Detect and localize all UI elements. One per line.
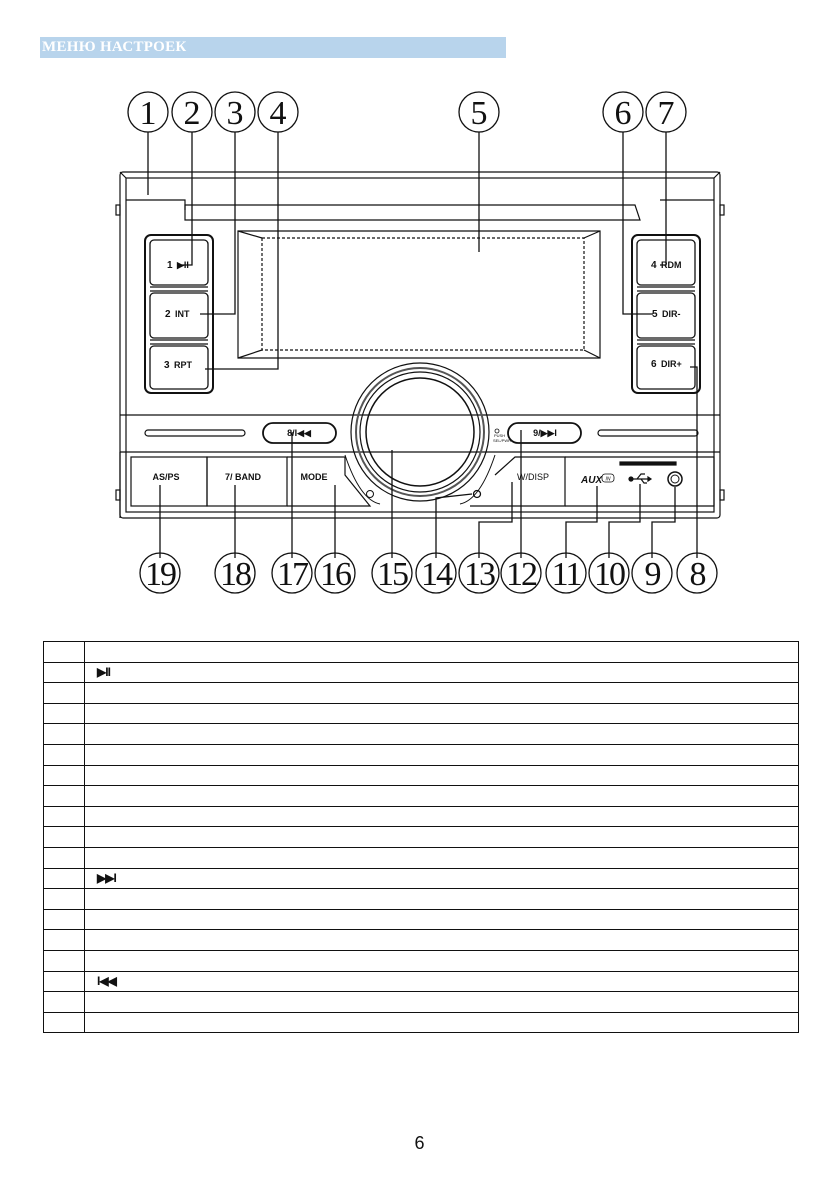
preset-2-num: 2 bbox=[165, 309, 171, 320]
callout-16: 16 bbox=[320, 556, 350, 593]
microphone-hole-icon bbox=[367, 491, 374, 498]
callout-15: 15 bbox=[377, 556, 407, 593]
table-row bbox=[44, 930, 799, 951]
prev-track-label: 8/I◀◀ bbox=[287, 428, 311, 438]
preset-6-num: 6 bbox=[651, 359, 657, 370]
table-row bbox=[44, 971, 799, 992]
callout-3: 3 bbox=[226, 95, 244, 132]
table-row bbox=[44, 909, 799, 930]
table-row bbox=[44, 950, 799, 971]
prev-track-icon: I◀◀ bbox=[97, 974, 116, 989]
preset-5-label: DIR- bbox=[662, 309, 681, 319]
band-label: 7/ BAND bbox=[224, 472, 262, 482]
preset-3-label: RPT bbox=[174, 360, 192, 370]
callout-19: 19 bbox=[145, 556, 175, 593]
table-row bbox=[44, 868, 799, 889]
controls-table bbox=[43, 641, 799, 1033]
table-row bbox=[44, 1012, 799, 1033]
sel-pwr-label: SEL/PWR bbox=[493, 438, 512, 443]
section-title: МЕНЮ НАСТРОЕК bbox=[42, 39, 187, 55]
table-row bbox=[44, 703, 799, 724]
preset-1-num: 1 bbox=[167, 260, 173, 271]
table-row bbox=[44, 662, 799, 683]
aux-in-label: IN bbox=[605, 476, 611, 483]
table-row bbox=[44, 847, 799, 868]
volume-knob-control[interactable] bbox=[366, 378, 474, 486]
preset-4-label: RDM bbox=[661, 260, 682, 270]
callout-13: 13 bbox=[464, 556, 494, 593]
preset-2-label: INT bbox=[175, 309, 190, 319]
callouts-top bbox=[128, 92, 686, 132]
radio-front-panel-diagram bbox=[0, 80, 839, 600]
usb-icon bbox=[629, 474, 651, 483]
mode-label: MODE bbox=[300, 472, 328, 482]
push-label: PUSH bbox=[494, 433, 506, 438]
section-header-bar bbox=[40, 37, 506, 58]
table-row bbox=[44, 806, 799, 827]
aux-label: AUX bbox=[581, 475, 603, 486]
callout-5: 5 bbox=[470, 95, 488, 132]
callout-9: 9 bbox=[644, 556, 660, 593]
as-ps-label: AS/PS bbox=[152, 472, 180, 482]
callout-17: 17 bbox=[277, 556, 307, 593]
callout-8: 8 bbox=[689, 556, 705, 593]
table-row bbox=[44, 642, 799, 663]
callout-4: 4 bbox=[269, 95, 287, 132]
table-row bbox=[44, 744, 799, 765]
callout-7: 7 bbox=[657, 95, 675, 132]
table-row bbox=[44, 889, 799, 910]
aux-jack-icon[interactable] bbox=[668, 472, 682, 486]
preset-4-num: 4 bbox=[651, 260, 657, 271]
callout-6: 6 bbox=[614, 95, 632, 132]
next-track-icon: ▶▶I bbox=[97, 871, 116, 886]
callout-1: 1 bbox=[139, 95, 157, 132]
preset-6-label: DIR+ bbox=[661, 359, 682, 369]
play-pause-icon: ▶II bbox=[177, 260, 189, 270]
lcd-display bbox=[238, 231, 600, 358]
preset-5-num: 5 bbox=[652, 309, 658, 320]
table-row bbox=[44, 724, 799, 745]
callout-2: 2 bbox=[183, 95, 201, 132]
table-row bbox=[44, 786, 799, 807]
callout-14: 14 bbox=[421, 556, 451, 593]
page-number: 6 bbox=[414, 1133, 425, 1153]
play-pause-icon: ▶II bbox=[97, 665, 110, 680]
wdisp-label: W/DISP bbox=[516, 472, 550, 482]
callout-12: 12 bbox=[506, 556, 536, 593]
table-row bbox=[44, 827, 799, 848]
table-row bbox=[44, 765, 799, 786]
preset-3-num: 3 bbox=[164, 360, 170, 371]
callout-11: 11 bbox=[551, 556, 581, 593]
table-row bbox=[44, 992, 799, 1013]
table-row bbox=[44, 683, 799, 704]
callout-18: 18 bbox=[220, 556, 250, 593]
next-track-label: 9/▶▶I bbox=[533, 428, 557, 438]
callout-10: 10 bbox=[594, 556, 624, 593]
